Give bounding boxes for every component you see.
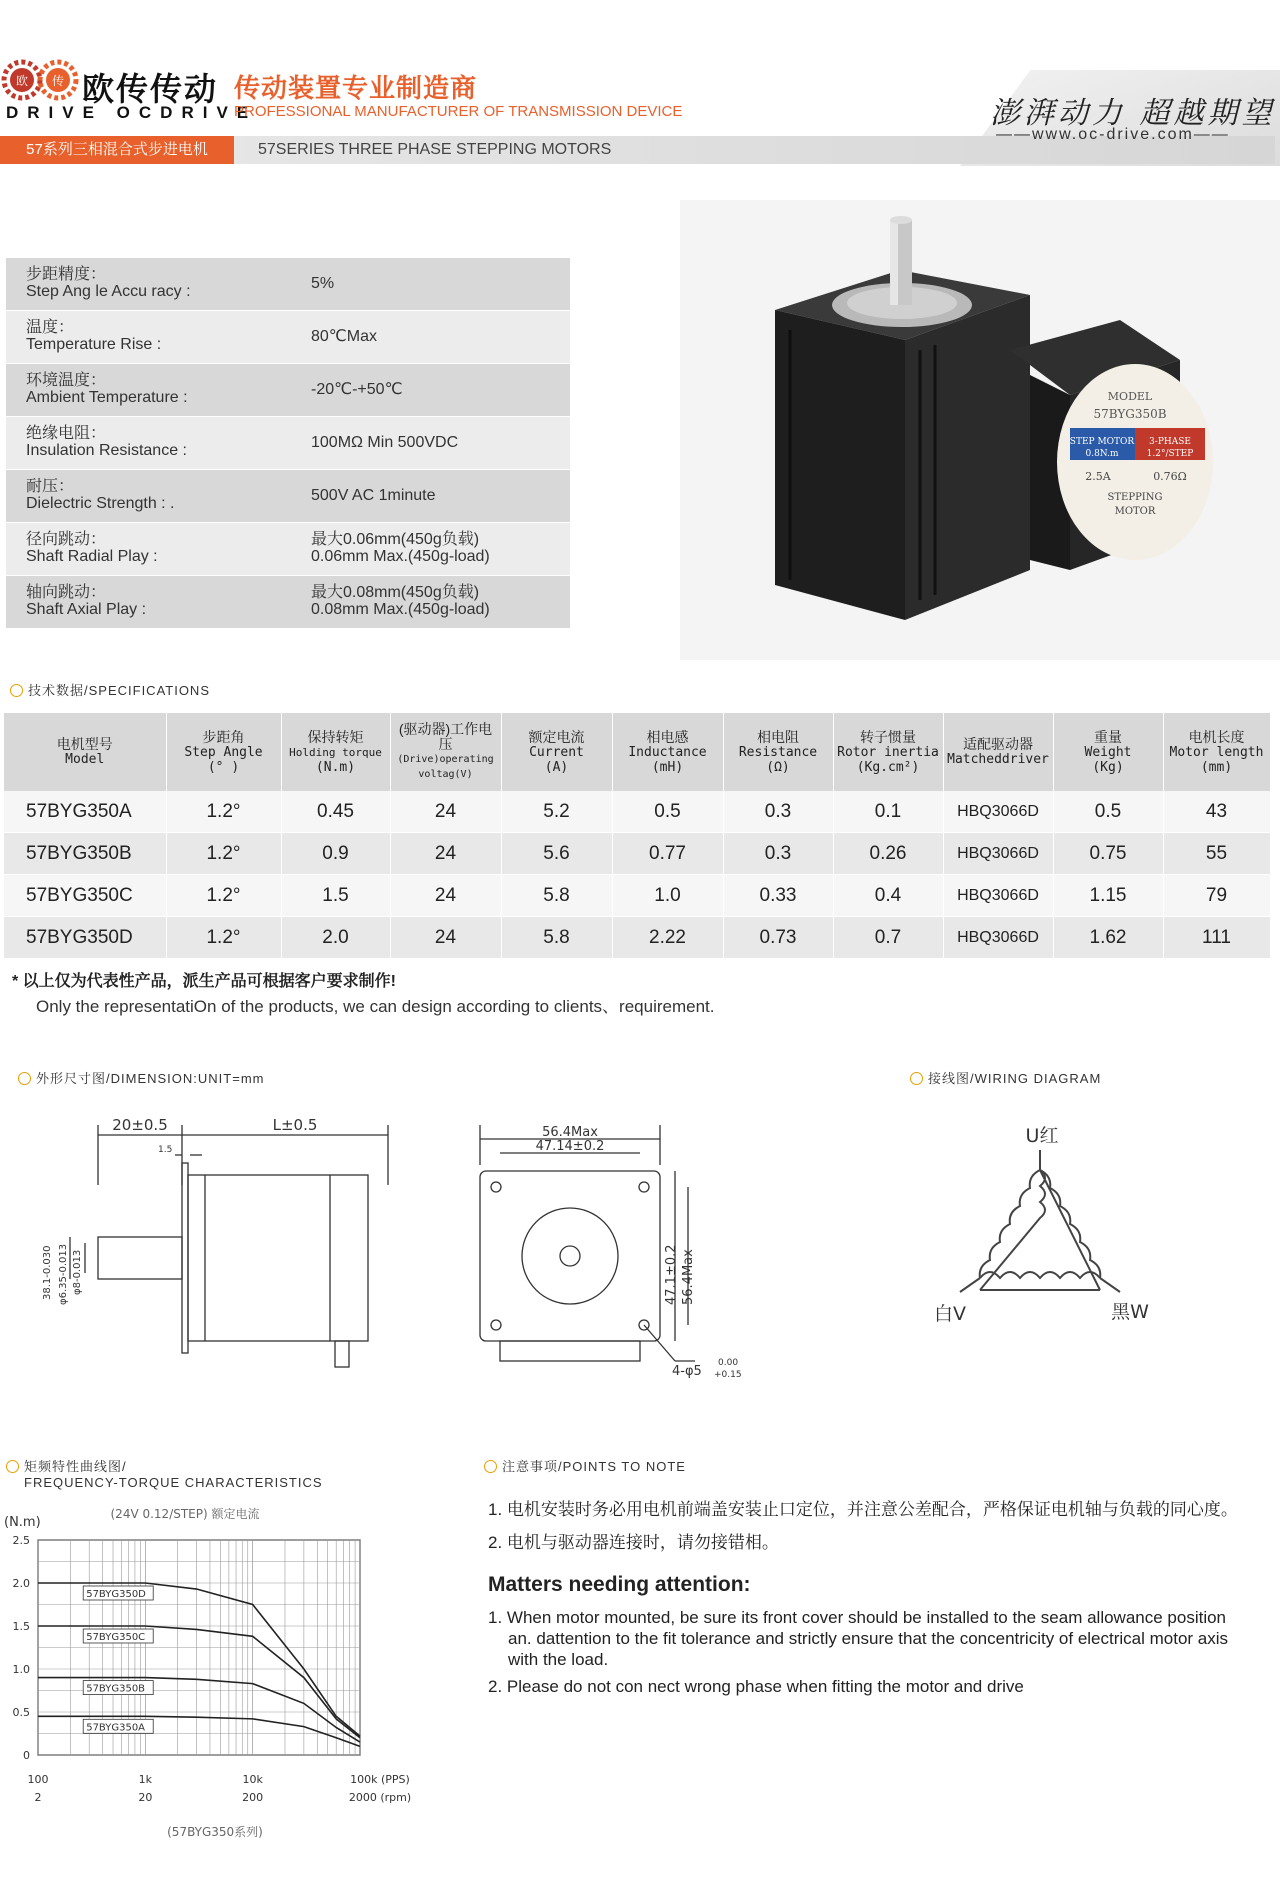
wire-u-label: U红 bbox=[1025, 1125, 1059, 1147]
cell: 0.75 bbox=[1053, 833, 1163, 875]
cell: 0.1 bbox=[833, 791, 943, 833]
property-label-cn: 耐压： bbox=[26, 478, 75, 495]
note-cn-item: 1. 电机安装时务必用电机前端盖安装止口定位，并注意公差配合，严格保证电机轴与负载的同心度。 bbox=[488, 1500, 1238, 1519]
cell: 0.4 bbox=[833, 875, 943, 917]
motor-label-torque: 0.8N.m bbox=[1085, 449, 1119, 459]
property-row bbox=[6, 470, 570, 523]
property-label-cn: 轴向跳动： bbox=[26, 584, 107, 601]
header-driver: 适配驱动器 Matcheddriver bbox=[943, 713, 1053, 791]
wiring-diagram bbox=[920, 1120, 1170, 1350]
property-value: 100MΩ Min 500VDC bbox=[311, 434, 459, 451]
tagline-cn: 传动装置专业制造商 bbox=[234, 73, 478, 103]
note-en: Only the representatiOn of the products, we can design according to clients、requirement. bbox=[36, 997, 715, 1016]
property-label-en: Dielectric Strength : . bbox=[26, 495, 175, 512]
cell: 1.2° bbox=[166, 875, 281, 917]
cell: 0.5 bbox=[612, 791, 723, 833]
property-label-en: Temperature Rise : bbox=[26, 336, 162, 353]
table-row bbox=[4, 875, 1270, 917]
logo-char-left: 欧 bbox=[15, 74, 29, 88]
cell-model: 57BYG350D bbox=[4, 917, 166, 959]
dimension-section-title: 外形尺寸图/DIMENSION:UNIT=mm bbox=[18, 1068, 264, 1087]
cell: 1.0 bbox=[612, 875, 723, 917]
y-tick-label: 2.5 bbox=[12, 1534, 30, 1547]
property-label-cn: 径向跳动： bbox=[26, 531, 107, 548]
header-model: 电机型号 Model bbox=[4, 713, 166, 791]
tolerance-top: 0.00 bbox=[718, 1358, 739, 1368]
cell: 111 bbox=[1163, 917, 1270, 959]
cell: 0.3 bbox=[723, 833, 833, 875]
vertical-max-dim: 56.4Max bbox=[681, 1249, 696, 1305]
header-resistance: 相电阻 Resistance (Ω) bbox=[723, 713, 833, 791]
cell: 55 bbox=[1163, 833, 1270, 875]
cell-model: 57BYG350A bbox=[4, 791, 166, 833]
header-holding-torque: 保持转矩 Holding torque (N.m) bbox=[281, 713, 390, 791]
table-row bbox=[4, 833, 1270, 875]
cell: 1.62 bbox=[1053, 917, 1163, 959]
bullet-icon bbox=[6, 1460, 19, 1473]
property-label-en: Ambient Temperature : bbox=[26, 389, 188, 406]
cell: 5.8 bbox=[501, 875, 612, 917]
motor-label-model-title: MODEL bbox=[1107, 390, 1153, 403]
cell-model: 57BYG350B bbox=[4, 833, 166, 875]
chart-footer: (57BYG350系列) bbox=[167, 1825, 263, 1839]
property-label-cn: 环境温度： bbox=[26, 372, 107, 389]
motor-label-type2: MOTOR bbox=[1114, 506, 1156, 517]
cell: 24 bbox=[390, 917, 501, 959]
y-tick-label: 2.0 bbox=[12, 1577, 30, 1590]
diameter-dim-2: φ6.35-0.013 bbox=[58, 1243, 69, 1305]
holes-dim: 4-φ5 bbox=[672, 1364, 702, 1379]
cell: 1.2° bbox=[166, 791, 281, 833]
y-tick-label: 0.5 bbox=[12, 1706, 30, 1719]
tagline-en: PROFESSIONAL MANUFACTURER OF TRANSMISSION DEVICE bbox=[234, 103, 683, 120]
cell: 79 bbox=[1163, 875, 1270, 917]
header-weight: 重量 Weight (Kg) bbox=[1053, 713, 1163, 791]
y-tick-label: 1.5 bbox=[12, 1620, 30, 1633]
note-cn: * 以上仅为代表性产品，派生产品可根据客户要求制作! bbox=[12, 973, 397, 990]
front-view-drawing bbox=[460, 1125, 770, 1385]
motor-label-phase: 3-PHASE bbox=[1149, 437, 1191, 447]
bullet-icon bbox=[18, 1072, 31, 1085]
brand-name-cn: 欧传传动 bbox=[82, 71, 219, 107]
cell: 0.45 bbox=[281, 791, 390, 833]
motor-photo bbox=[680, 200, 1280, 660]
torque-frequency-chart bbox=[0, 1500, 440, 1840]
motor-label-resistance: 0.76Ω bbox=[1153, 470, 1187, 483]
property-row bbox=[6, 576, 570, 629]
diameter-dim-1: 38.1-0.030 bbox=[42, 1245, 53, 1300]
tolerance-bottom: +0.15 bbox=[714, 1370, 742, 1380]
cell: 1.15 bbox=[1053, 875, 1163, 917]
property-label-cn: 步距精度： bbox=[26, 266, 107, 283]
property-label-en: Shaft Radial Play : bbox=[26, 548, 158, 565]
chart-title: (24V 0.12/STEP) 额定电流 bbox=[110, 1507, 260, 1521]
y-axis-label: (N.m) bbox=[4, 1515, 41, 1530]
motor-label-steps: 1.2°/STEP bbox=[1146, 449, 1194, 459]
vertical-pitch-dim: 47.1±0.2 bbox=[664, 1244, 679, 1305]
property-row bbox=[6, 364, 570, 417]
cell: 0.5 bbox=[1053, 791, 1163, 833]
cell: 24 bbox=[390, 791, 501, 833]
cell: 0.3 bbox=[723, 791, 833, 833]
cell: 2.22 bbox=[612, 917, 723, 959]
specs-title-text: 技术数据/SPECIFICATIONS bbox=[28, 683, 210, 698]
shaft-length-dim: 20±0.5 bbox=[112, 1116, 168, 1134]
series-label: 57BYG350D bbox=[86, 1589, 146, 1600]
cell: 0.73 bbox=[723, 917, 833, 959]
cell: HBQ3066D bbox=[943, 917, 1053, 959]
property-label-en: Step Ang le Accu racy : bbox=[26, 283, 191, 300]
specs-header-row bbox=[4, 713, 1270, 791]
properties-table bbox=[6, 258, 570, 629]
table-row bbox=[4, 791, 1270, 833]
property-label-cn: 绝缘电阻： bbox=[26, 425, 107, 442]
note-en-item: 1. When motor mounted, be sure its front cover should be installed to the seam allowance position an. dattention to the fit tolerance and strictly ensure that the concentricity of electrical motor axis with the load. bbox=[488, 1608, 1229, 1669]
cell: 1.2° bbox=[166, 833, 281, 875]
x-tick-label-pps: 100 bbox=[27, 1773, 49, 1786]
property-value: -20℃-+50℃ bbox=[311, 381, 403, 398]
header-current: 额定电流 Current (A) bbox=[501, 713, 612, 791]
cell: 1.5 bbox=[281, 875, 390, 917]
header-inductance: 相电感 Inductance (mH) bbox=[612, 713, 723, 791]
property-row bbox=[6, 417, 570, 470]
header-step-angle: 步距角 Step Angle (° ) bbox=[166, 713, 281, 791]
note-en-item: 2. Please do not con nect wrong phase when fitting the motor and drive bbox=[488, 1677, 1024, 1696]
notes-block bbox=[488, 1495, 1268, 1703]
pitch-dim: 47.14±0.2 bbox=[535, 1139, 605, 1154]
wire-v-label: 白V bbox=[934, 1303, 966, 1325]
property-row bbox=[6, 523, 570, 576]
series-label-en: 57SERIES THREE PHASE STEPPING MOTORS bbox=[258, 141, 612, 158]
max-dim: 56.4Max bbox=[542, 1125, 598, 1140]
x-tick-label-pps: 1k bbox=[138, 1773, 153, 1786]
cell: 5.8 bbox=[501, 917, 612, 959]
matters-title: Matters needing attention: bbox=[488, 1573, 751, 1596]
cell: 24 bbox=[390, 833, 501, 875]
brand-name-en: DRIVE OCDRIVE bbox=[6, 103, 258, 122]
wiring-section-title: 接线图/WIRING DIAGRAM bbox=[910, 1068, 1101, 1087]
series-label: 57BYG350B bbox=[86, 1683, 146, 1695]
cell-model: 57BYG350C bbox=[4, 875, 166, 917]
property-row bbox=[6, 258, 570, 311]
wire-w-label: 黑W bbox=[1111, 1301, 1149, 1323]
x-tick-label-pps: 100k (PPS) bbox=[350, 1773, 410, 1786]
property-value: 最大0.08mm(450g负载) bbox=[311, 584, 480, 601]
x-tick-label-pps: 10k bbox=[242, 1773, 263, 1786]
property-label-en: Insulation Resistance : bbox=[26, 442, 187, 459]
property-value: 80℃Max bbox=[311, 328, 377, 345]
property-value: 500V AC 1minute bbox=[311, 487, 436, 504]
x-tick-label-rpm: 2000 (rpm) bbox=[348, 1791, 412, 1804]
side-view-drawing bbox=[30, 1105, 400, 1405]
cell: 0.33 bbox=[723, 875, 833, 917]
cell: 0.77 bbox=[612, 833, 723, 875]
diameter-dim-3: φ8-0.013 bbox=[72, 1249, 83, 1295]
website: ——www.oc-drive.com—— bbox=[996, 126, 1230, 143]
slogan: 澎湃动力 超越期望 bbox=[990, 96, 1276, 131]
y-tick-label: 0 bbox=[23, 1749, 30, 1762]
x-tick-label-rpm: 2 bbox=[34, 1791, 42, 1804]
specs-section-title bbox=[10, 680, 210, 699]
header-length: 电机长度 Motor length (mm) bbox=[1163, 713, 1270, 791]
property-label-cn: 温度： bbox=[26, 319, 75, 336]
step-dim: 1.5 bbox=[158, 1145, 173, 1155]
property-value-en: 0.06mm Max.(450g-load) bbox=[311, 548, 490, 565]
motor-label-type1: STEPPING bbox=[1107, 492, 1163, 503]
bullet-icon bbox=[910, 1072, 923, 1085]
torque-section-title: 矩频特性曲线图/ FREQUENCY-TORQUE CHARACTERISTICS bbox=[6, 1456, 323, 1490]
property-value: 5% bbox=[311, 275, 335, 292]
series-label: 57BYG350A bbox=[86, 1722, 146, 1734]
cell: 43 bbox=[1163, 791, 1270, 833]
cell: HBQ3066D bbox=[943, 875, 1053, 917]
header-voltage: (驱动器)工作电压 (Drive)operating voltag(V) bbox=[390, 713, 501, 791]
series-label: 57BYG350C bbox=[86, 1632, 146, 1643]
cell: 2.0 bbox=[281, 917, 390, 959]
motor-label-model: 57BYG350B bbox=[1093, 407, 1167, 421]
logo-char-right: 传 bbox=[51, 74, 65, 88]
property-row bbox=[6, 311, 570, 364]
cell: 0.7 bbox=[833, 917, 943, 959]
series-label-cn: 57系列三相混合式步进电机 bbox=[0, 136, 234, 164]
header-rotor-inertia: 转子惯量 Rotor inertia (Kg.cm²) bbox=[833, 713, 943, 791]
property-label-en: Shaft Axial Play : bbox=[26, 601, 147, 618]
specs-table bbox=[4, 713, 1271, 959]
bullet-icon bbox=[10, 684, 23, 697]
cell: HBQ3066D bbox=[943, 833, 1053, 875]
cell: 5.2 bbox=[501, 791, 612, 833]
bullet-icon bbox=[484, 1460, 497, 1473]
note-cn-item: 2. 电机与驱动器连接时，请勿接错相。 bbox=[488, 1533, 779, 1552]
x-tick-label-rpm: 20 bbox=[138, 1791, 153, 1804]
notes-section-title: 注意事项/POINTS TO NOTE bbox=[484, 1456, 686, 1475]
x-tick-label-rpm: 200 bbox=[242, 1791, 264, 1804]
motor-label-step: STEP MOTOR bbox=[1069, 437, 1135, 447]
cell: 1.2° bbox=[166, 917, 281, 959]
cell: 24 bbox=[390, 875, 501, 917]
cell: 0.9 bbox=[281, 833, 390, 875]
table-row bbox=[4, 917, 1270, 959]
property-value: 最大0.06mm(450g负载) bbox=[311, 531, 480, 548]
cell: HBQ3066D bbox=[943, 791, 1053, 833]
y-tick-label: 1.0 bbox=[12, 1663, 30, 1676]
motor-label-current: 2.5A bbox=[1085, 470, 1111, 483]
property-value-en: 0.08mm Max.(450g-load) bbox=[311, 601, 490, 618]
body-length-dim: L±0.5 bbox=[272, 1116, 318, 1134]
cell: 0.26 bbox=[833, 833, 943, 875]
cell: 5.6 bbox=[501, 833, 612, 875]
